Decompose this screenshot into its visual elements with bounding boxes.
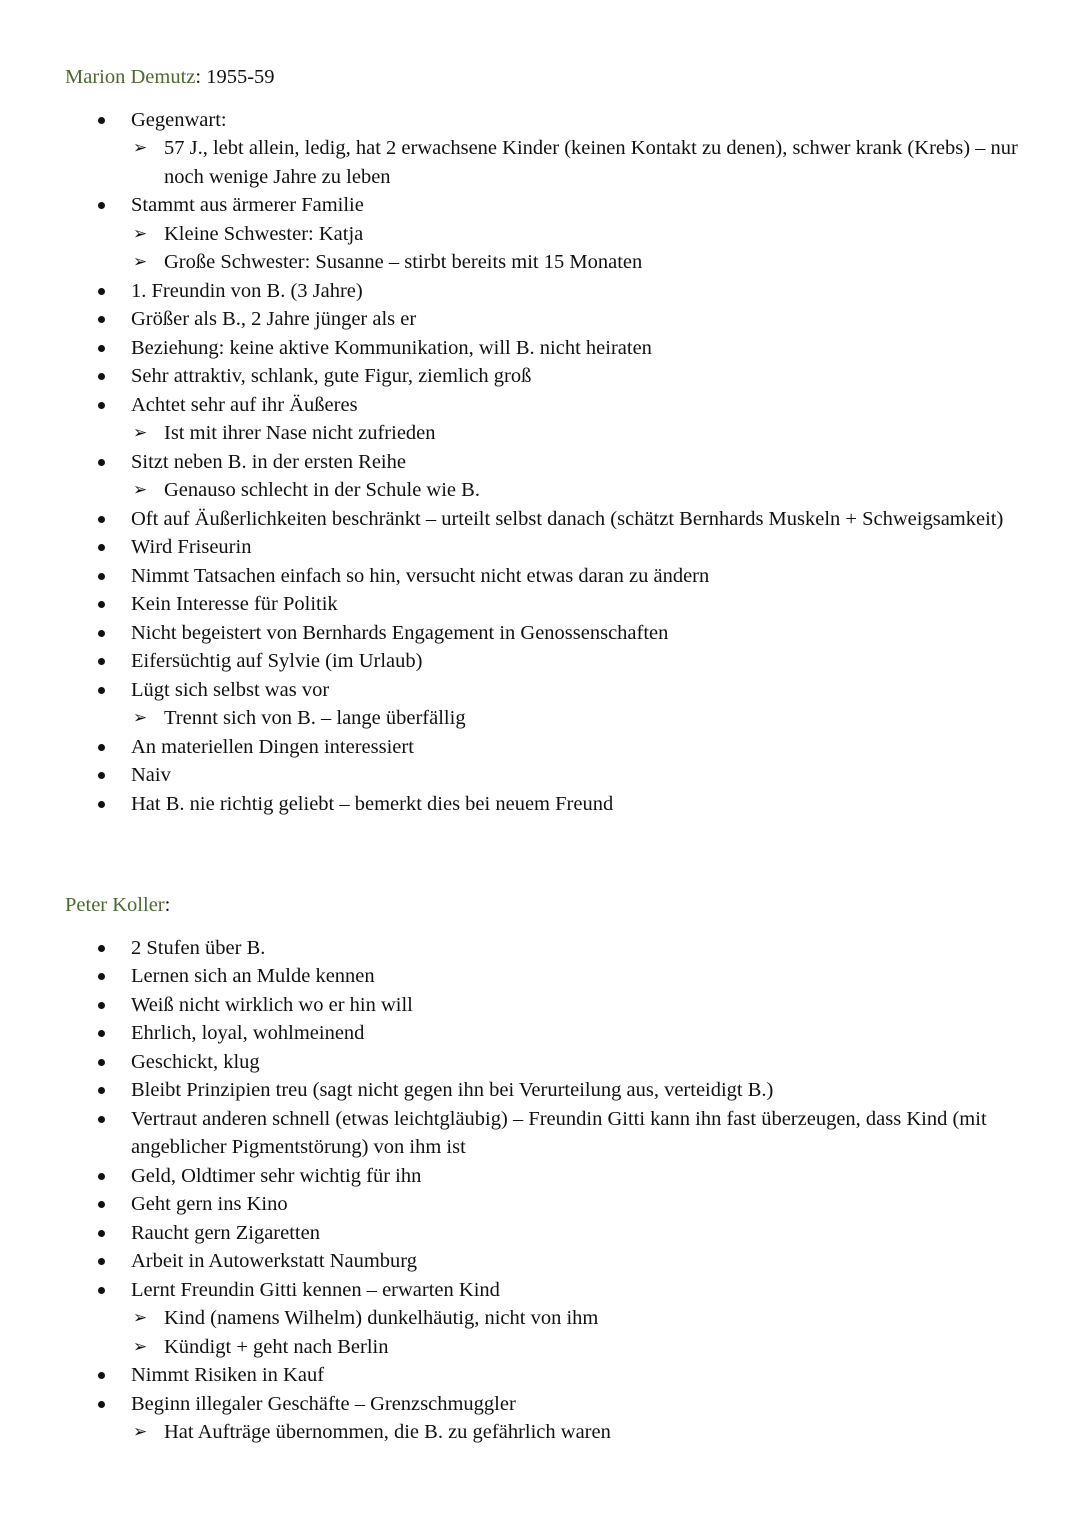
sub-item: ➢ Trennt sich von B. – lange überfällig — [131, 704, 1025, 733]
sub-list — [131, 1418, 1025, 1447]
bullet-text: Ehrlich, loyal, wohlmeinend — [131, 1022, 365, 1044]
bullet-item — [65, 590, 1025, 619]
bullet-text: Geschickt, klug — [131, 1050, 260, 1073]
bullet-item — [65, 934, 1025, 963]
bullet-item — [65, 533, 1025, 562]
heading-suffix: : — [164, 894, 171, 916]
bullet-text: Beginn illegaler Geschäfte – Grenzschmuggler — [131, 1392, 516, 1415]
bullet-text: Naiv — [131, 764, 171, 786]
sub-item: ➢ Kleine Schwester: Katja — [131, 220, 1025, 249]
sub-list — [131, 1304, 1025, 1361]
bullet-item — [65, 562, 1025, 591]
bullet-item — [65, 676, 1025, 733]
section-marion-demutz — [65, 63, 1025, 818]
bullet-text: Oft auf Äußerlichkeiten beschränkt – urteilt selbst danach (schätzt Bernhards Muskeln + Schweigsamkeit) — [131, 507, 1004, 530]
bullet-text: Arbeit in Autowerkstatt Naumburg — [131, 1250, 418, 1272]
bullet-item — [65, 1219, 1025, 1248]
bullet-item — [65, 1019, 1025, 1048]
bullet-text: 2 Stufen über B. — [131, 936, 266, 959]
bullet-text: Achtet sehr auf ihr Äußeres — [131, 393, 358, 416]
sub-list — [131, 476, 1025, 505]
sub-item: ➢ Kündigt + geht nach Berlin — [131, 1333, 1025, 1362]
bullet-text: Wird Friseurin — [131, 536, 252, 558]
bullet-item — [65, 448, 1025, 505]
bullet-item — [65, 962, 1025, 991]
bullet-item — [65, 391, 1025, 448]
sub-item: ➢ Ist mit ihrer Nase nicht zufrieden — [131, 419, 1025, 448]
sub-list — [131, 419, 1025, 448]
sub-item: ➢ Kind (namens Wilhelm) dunkelhäutig, nicht von ihm — [131, 1304, 1025, 1333]
sub-item: ➢ Genauso schlecht in der Schule wie B. — [131, 476, 1025, 505]
section-heading — [65, 63, 1025, 92]
section-heading — [65, 891, 1025, 920]
bullet-text: Vertraut anderen schnell (etwas leichtgläubig) – Freundin Gitti kann ihn fast überzeugen, dass Kind (mit angeblicher Pigmentstörung) von ihm ist — [131, 1107, 987, 1158]
bullet-text: Sehr attraktiv, schlank, gute Figur, ziemlich groß — [131, 365, 532, 387]
sub-list — [131, 704, 1025, 733]
heading-name: Peter Koller — [65, 894, 165, 916]
bullet-item — [65, 505, 1025, 534]
bullet-item — [65, 362, 1025, 391]
bullet-text: Gegenwart: — [131, 108, 227, 131]
heading-name: Marion Demutz — [65, 66, 196, 88]
bullet-text: Geht gern ins Kino — [131, 1193, 288, 1215]
bullet-item — [65, 733, 1025, 762]
bullet-text: Bleibt Prinzipien treu (sagt nicht gegen ihn bei Verurteilung aus, verteidigt B.) — [131, 1079, 774, 1101]
bullet-item — [65, 1105, 1025, 1162]
bullet-item — [65, 1190, 1025, 1219]
bullet-item — [65, 106, 1025, 192]
bullet-item — [65, 991, 1025, 1020]
bullet-text: Größer als B., 2 Jahre jünger als er — [131, 308, 417, 330]
bullet-text: Nicht begeistert von Bernhards Engagement in Genossenschaften — [131, 621, 669, 644]
section-peter-koller — [65, 891, 1025, 1447]
bullet-text: Lernt Freundin Gitti kennen – erwarten Kind — [131, 1278, 500, 1301]
bullet-item — [65, 1162, 1025, 1191]
bullet-text: Nimmt Tatsachen einfach so hin, versucht nicht etwas daran zu ändern — [131, 564, 710, 587]
bullet-text: Weiß nicht wirklich wo er hin will — [131, 993, 413, 1016]
bullet-item — [65, 1048, 1025, 1077]
bullet-item — [65, 277, 1025, 306]
heading-suffix: : 1955-59 — [195, 66, 275, 88]
bullet-text: Eifersüchtig auf Sylvie (im Urlaub) — [131, 650, 423, 672]
sub-item: ➢ 57 J., lebt allein, ledig, hat 2 erwachsene Kinder (keinen Kontakt zu denen), schwer krank (Krebs) – nur noch wenige Jahre zu leben — [131, 134, 1025, 191]
sub-item: ➢ Hat Aufträge übernommen, die B. zu gefährlich waren — [131, 1418, 1025, 1447]
bullet-item — [65, 1247, 1025, 1276]
bullet-item — [65, 619, 1025, 648]
bullet-text: Raucht gern Zigaretten — [131, 1221, 320, 1244]
sub-item: ➢ Große Schwester: Susanne – stirbt bereits mit 15 Monaten — [131, 248, 1025, 277]
sub-list — [131, 134, 1025, 191]
bullet-item — [65, 1276, 1025, 1362]
sub-list — [131, 220, 1025, 277]
bullet-text: Nimmt Risiken in Kauf — [131, 1364, 325, 1386]
bullet-text: Lügt sich selbst was vor — [131, 678, 330, 701]
bullet-item — [65, 790, 1025, 819]
bullet-text: Stammt aus ärmerer Familie — [131, 194, 364, 216]
bullet-text: Geld, Oldtimer sehr wichtig für ihn — [131, 1164, 422, 1187]
bullet-item — [65, 1361, 1025, 1390]
bullet-text: Kein Interesse für Politik — [131, 593, 338, 615]
bullet-item — [65, 305, 1025, 334]
bullet-item — [65, 1390, 1025, 1447]
bullet-list — [65, 934, 1025, 1447]
bullet-text: Sitzt neben B. in der ersten Reihe — [131, 450, 406, 473]
bullet-item — [65, 761, 1025, 790]
bullet-text: Hat B. nie richtig geliebt – bemerkt dies bei neuem Freund — [131, 792, 614, 815]
bullet-item — [65, 191, 1025, 277]
bullet-item — [65, 334, 1025, 363]
bullet-item — [65, 647, 1025, 676]
bullet-text: Lernen sich an Mulde kennen — [131, 965, 375, 987]
bullet-text: 1. Freundin von B. (3 Jahre) — [131, 279, 363, 302]
bullet-text: An materiellen Dingen interessiert — [131, 735, 414, 758]
bullet-list — [65, 106, 1025, 819]
bullet-item — [65, 1076, 1025, 1105]
bullet-text: Beziehung: keine aktive Kommunikation, will B. nicht heiraten — [131, 336, 652, 359]
